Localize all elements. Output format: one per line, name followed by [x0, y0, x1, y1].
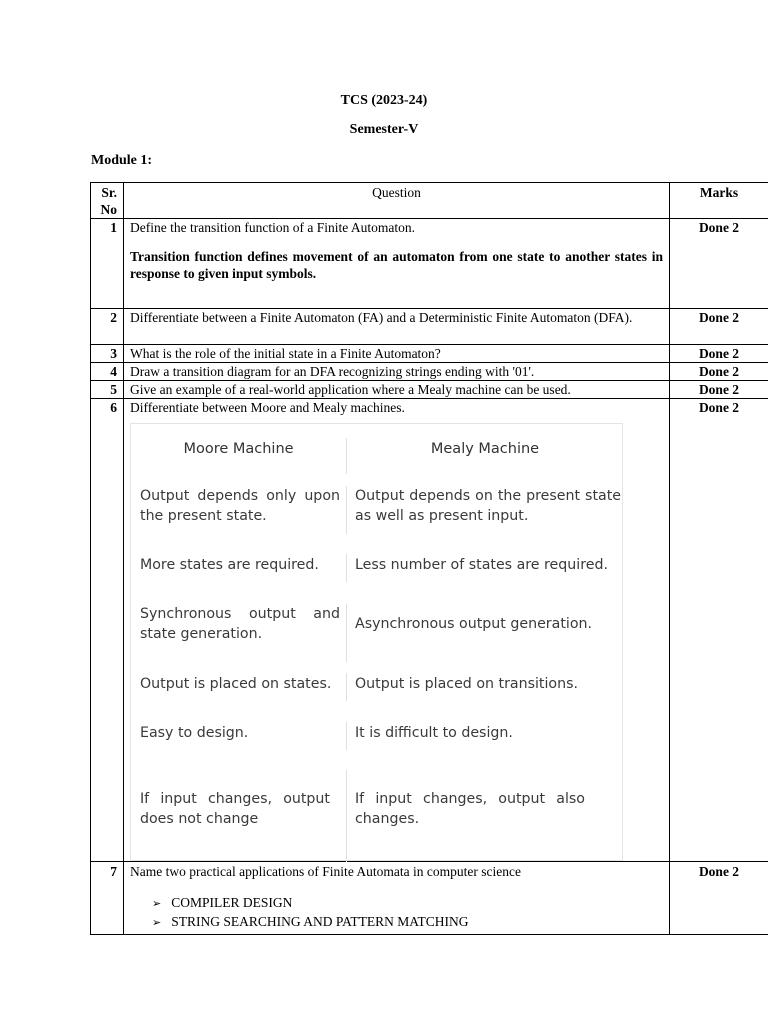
table-row: [91, 345, 768, 363]
mealy-header: Mealy Machine: [430, 441, 540, 457]
row-question: [124, 399, 670, 862]
row-sr: 6: [91, 399, 124, 862]
row-sr: 3: [91, 345, 124, 363]
applications-list: [130, 894, 663, 932]
moore-cell: Synchronous output and state generation.: [140, 606, 340, 642]
column-divider: [346, 486, 347, 534]
table-row: [91, 363, 768, 381]
column-divider: [346, 770, 347, 862]
mealy-cell: Less number of states are required.: [355, 557, 608, 573]
table-row: [91, 309, 768, 345]
row-sr: 5: [91, 381, 124, 399]
column-divider: [346, 554, 347, 582]
row-question: [124, 862, 670, 935]
question-text: Differentiate between Moore and Mealy machines.: [130, 400, 405, 415]
row-sr: 2: [91, 309, 124, 345]
row-question: [124, 219, 670, 309]
question-text: Name two practical applications of Finite Automata in computer science: [130, 864, 521, 879]
module-heading: Module 1:: [91, 153, 153, 168]
header-marks: Marks: [670, 183, 768, 219]
row-marks: Done 2: [670, 381, 768, 399]
moore-cell: If input changes, output does not change: [140, 791, 330, 827]
row-sr: 7: [91, 862, 124, 935]
mealy-cell: It is difficult to design.: [355, 725, 513, 741]
row-sr: 4: [91, 363, 124, 381]
row-marks: Done 2: [670, 219, 768, 309]
moore-cell: More states are required.: [140, 557, 319, 573]
header-question: Question: [124, 183, 670, 219]
column-divider: [346, 673, 347, 701]
moore-cell: Easy to design.: [140, 725, 249, 741]
table-row: [91, 219, 768, 309]
list-item: ➢ STRING SEARCHING AND PATTERN MATCHING: [152, 914, 469, 929]
row-question: Give an example of a real-world application where a Mealy machine can be used.: [124, 381, 670, 399]
column-divider: [346, 438, 347, 474]
moore-header: Moore Machine: [183, 441, 294, 457]
moore-mealy-comparison-image: [130, 423, 623, 861]
row-marks: Done 2: [670, 399, 768, 862]
table-row: [91, 399, 768, 862]
row-question: Differentiate between a Finite Automaton (FA) and a Deterministic Finite Automaton (DFA).: [124, 309, 670, 345]
row-marks: Done 2: [670, 309, 768, 345]
row-marks: Done 2: [670, 862, 768, 935]
header-sr-no: Sr. No: [91, 183, 124, 219]
table-header-row: [91, 183, 768, 219]
row-sr: 1: [91, 219, 124, 309]
moore-cell: Output depends only upon the present state.: [140, 488, 340, 524]
arrow-bullet-icon: ➢: [152, 917, 162, 929]
mealy-cell: Output is placed on transitions.: [355, 676, 578, 692]
moore-cell: Output is placed on states.: [140, 676, 332, 692]
row-marks: Done 2: [670, 363, 768, 381]
answer-text: Transition function defines movement of an automaton from one state to another states in response to given input symbols.: [130, 249, 663, 281]
mealy-cell: If input changes, output also changes.: [355, 791, 585, 827]
row-marks: Done 2: [670, 345, 768, 363]
mealy-cell: Output depends on the present state as well as present input.: [355, 488, 621, 524]
column-divider: [346, 722, 347, 750]
row-question: What is the role of the initial state in a Finite Automaton?: [124, 345, 670, 363]
arrow-bullet-icon: ➢: [152, 898, 162, 910]
table-row: [91, 381, 768, 399]
document-title: TCS (2023-24): [340, 93, 428, 108]
question-text: Define the transition function of a Finite Automaton.: [130, 220, 415, 235]
mealy-cell: Asynchronous output generation.: [355, 616, 593, 632]
questions-table: [90, 182, 768, 935]
column-divider: [346, 604, 347, 662]
semester-label: Semester-V: [349, 122, 419, 137]
list-item: ➢ COMPILER DESIGN: [152, 895, 293, 910]
table-row: [91, 862, 768, 935]
row-question: Draw a transition diagram for an DFA recognizing strings ending with '01'.: [124, 363, 670, 381]
